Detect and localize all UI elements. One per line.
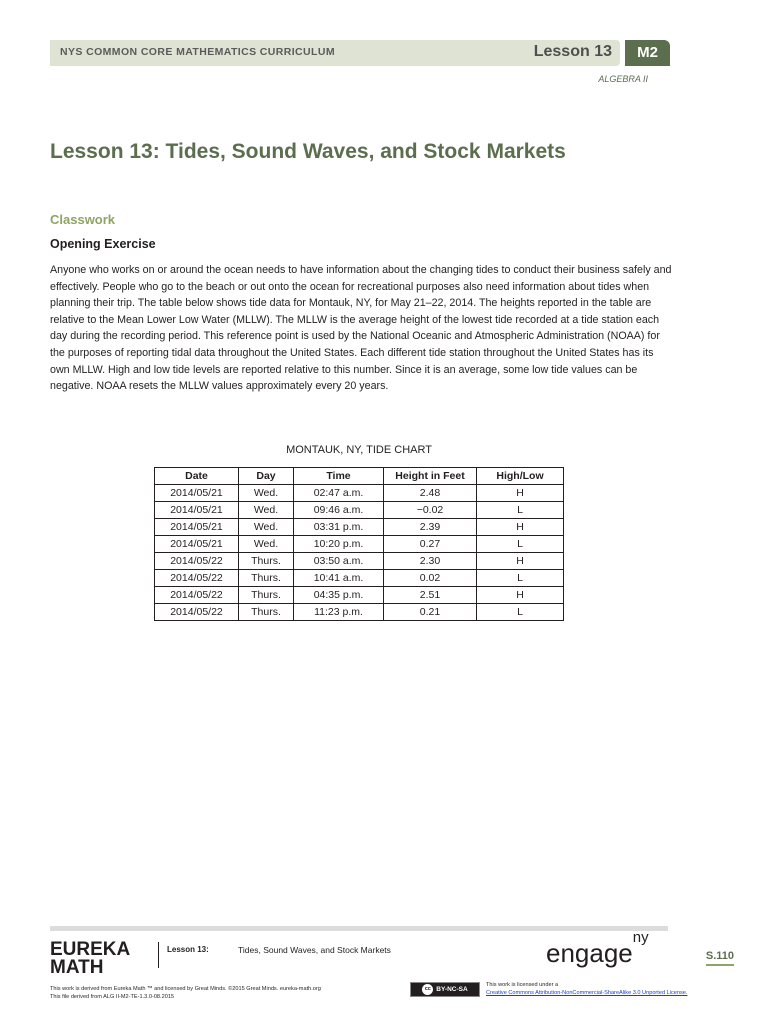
table-row — [155, 485, 564, 502]
table-row — [155, 553, 564, 570]
footer-rule — [50, 926, 668, 931]
cell-day: Thurs. — [239, 553, 294, 570]
cell-high-low: L — [477, 502, 564, 519]
footer-topic: Tides, Sound Waves, and Stock Markets — [238, 945, 391, 955]
cell-day: Thurs. — [239, 587, 294, 604]
cell-height: −0.02 — [384, 502, 477, 519]
footer-divider — [158, 942, 159, 968]
cell-time: 10:20 p.m. — [294, 536, 384, 553]
table-row — [155, 502, 564, 519]
cell-height: 0.02 — [384, 570, 477, 587]
cell-time: 09:46 a.m. — [294, 502, 384, 519]
license-notice — [486, 981, 687, 997]
cell-time: 02:47 a.m. — [294, 485, 384, 502]
attribution-line-1: This work is derived from Eureka Math ™ and licensed by Great Minds. ©2015 Great Minds. eureka-math.org — [50, 986, 321, 992]
cell-date: 2014/05/21 — [155, 519, 239, 536]
cc-badge-label: BY-NC-SA — [436, 986, 468, 993]
cell-height: 2.48 — [384, 485, 477, 502]
cell-high-low: H — [477, 485, 564, 502]
table-row — [155, 519, 564, 536]
page-title: Lesson 13: Tides, Sound Waves, and Stock Markets — [50, 140, 566, 163]
cell-height: 2.30 — [384, 553, 477, 570]
cell-height: 2.51 — [384, 587, 477, 604]
page-number: S.110 — [706, 950, 734, 966]
section-label: Classwork — [50, 212, 116, 227]
cell-date: 2014/05/21 — [155, 485, 239, 502]
column-header-day: Day — [239, 468, 294, 485]
cell-date: 2014/05/22 — [155, 553, 239, 570]
cc-icon: cc — [422, 984, 433, 995]
cell-height: 2.39 — [384, 519, 477, 536]
ny-superscript: ny — [632, 929, 649, 947]
cell-day: Wed. — [239, 485, 294, 502]
footer-lesson-label: Lesson 13: — [167, 945, 209, 954]
intro-paragraph: Anyone who works on or around the ocean needs to have information about the changing tides to conduct their business safely and effectively. People who go to the beach or out onto the ocean for recreational purposes also need information about tides when planning their trip. The table below shows tide data for Montauk, NY, for May 21–22, 2014. The heights reported in the table are relative to the Mean Lower Low Water (MLLW). The MLLW is the average height of the lowest tide recorded at a tide station each day during the recording period. This reference point is used by the National Oceanic and Atmospheric Administration (NOAA) for the purposes of reporting tidal data throughout the United States. Each different tide station throughout the United States has its own MLLW. High and low tide levels are reported relative to this number. Since it is an average, some low tide values can be negative. NOAA resets the MLLW values approximately every 20 years. — [50, 264, 672, 393]
course-label: ALGEBRA II — [598, 74, 648, 84]
creative-commons-badge[interactable] — [410, 982, 480, 997]
module-badge: M2 — [625, 40, 670, 66]
cell-height: 0.27 — [384, 536, 477, 553]
attribution — [50, 986, 321, 1001]
cell-high-low: H — [477, 587, 564, 604]
subsection-heading: Opening Exercise — [50, 237, 156, 251]
eureka-math-logo — [50, 941, 130, 977]
column-header-high-low: High/Low — [477, 468, 564, 485]
engageny-logo — [546, 929, 649, 969]
table-row — [155, 587, 564, 604]
cell-time: 03:50 a.m. — [294, 553, 384, 570]
cell-date: 2014/05/22 — [155, 587, 239, 604]
cell-time: 03:31 p.m. — [294, 519, 384, 536]
cell-time: 04:35 p.m. — [294, 587, 384, 604]
table-row — [155, 536, 564, 553]
cell-high-low: L — [477, 570, 564, 587]
cell-day: Wed. — [239, 519, 294, 536]
lesson-label: Lesson 13 — [533, 43, 612, 60]
cell-high-low: H — [477, 553, 564, 570]
cell-time: 10:41 a.m. — [294, 570, 384, 587]
cell-date: 2014/05/22 — [155, 570, 239, 587]
logo-line-2: MATH — [50, 957, 104, 978]
cell-high-low: L — [477, 604, 564, 621]
cell-day: Wed. — [239, 536, 294, 553]
cell-date: 2014/05/21 — [155, 536, 239, 553]
column-header-date: Date — [155, 468, 239, 485]
curriculum-label: NYS COMMON CORE MATHEMATICS CURRICULUM — [60, 46, 335, 58]
cell-day: Thurs. — [239, 570, 294, 587]
cell-time: 11:23 p.m. — [294, 604, 384, 621]
table-body — [155, 485, 564, 621]
tide-table — [154, 467, 564, 621]
table-row — [155, 570, 564, 587]
license-line-1: This work is licensed under a — [486, 982, 559, 988]
cell-day: Thurs. — [239, 604, 294, 621]
table-caption: MONTAUK, NY, TIDE CHART — [286, 444, 432, 456]
column-header-height: Height in Feet — [384, 468, 477, 485]
column-header-time: Time — [294, 468, 384, 485]
table-row — [155, 604, 564, 621]
table-header-row — [155, 468, 564, 485]
attribution-line-2: This file derived from ALG II-M2-TE-1.3.0-08.2015 — [50, 993, 175, 1000]
cell-day: Wed. — [239, 502, 294, 519]
cell-high-low: H — [477, 519, 564, 536]
cell-date: 2014/05/22 — [155, 604, 239, 621]
cell-height: 0.21 — [384, 604, 477, 621]
cell-high-low: L — [477, 536, 564, 553]
cell-date: 2014/05/21 — [155, 502, 239, 519]
logo-line-1: EUREKA — [50, 939, 131, 960]
license-link[interactable]: Creative Commons Attribution-NonCommercial-ShareAlike 3.0 Unported License. — [486, 990, 688, 996]
engage-text: engage — [546, 938, 633, 968]
